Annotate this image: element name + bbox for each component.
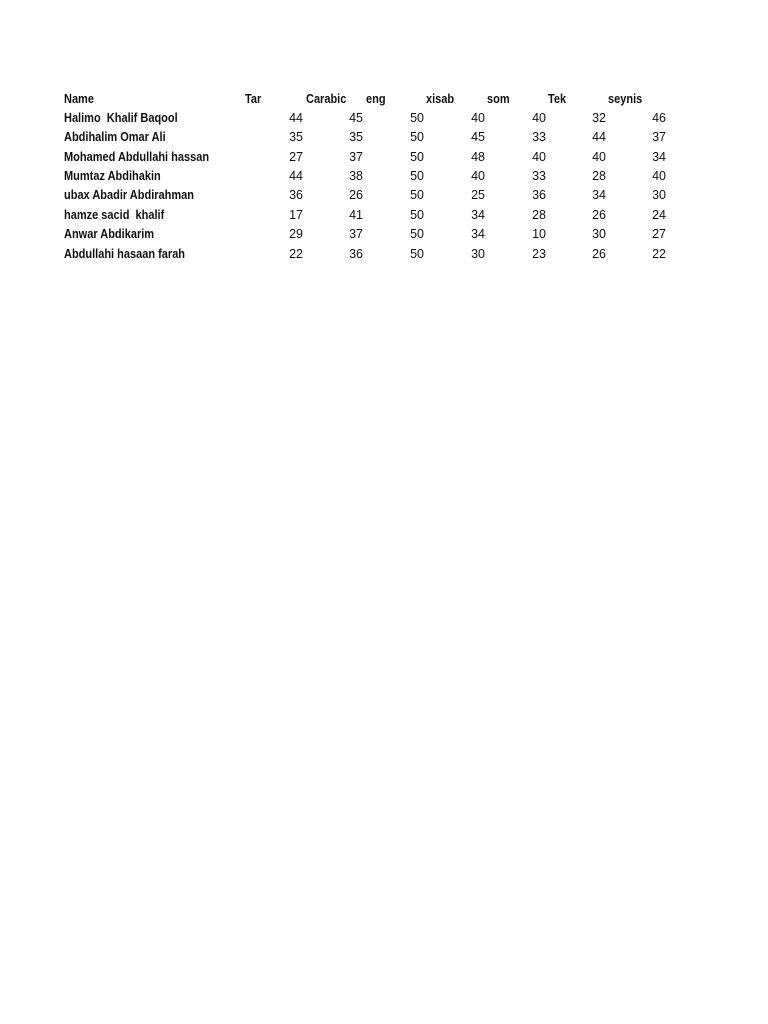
score-seynis: 22 [652,247,666,261]
score-tar: 44 [289,169,303,183]
score-eng: 50 [410,188,424,202]
student-name: ubax Abadir Abdirahman [64,188,194,202]
score-eng: 50 [410,227,424,241]
score-seynis: 30 [652,188,666,202]
score-seynis: 40 [652,169,666,183]
header-som: som [487,92,510,106]
score-seynis: 24 [652,208,666,222]
score-tek: 34 [592,188,606,202]
student-name: Halimo Khalif Baqool [64,111,178,125]
score-carabic: 26 [349,188,363,202]
score-tek: 40 [592,150,606,164]
score-tar: 35 [289,130,303,144]
score-xisab: 45 [471,130,485,144]
score-tek: 44 [592,130,606,144]
score-tek: 28 [592,169,606,183]
header-tek: Tek [548,92,567,106]
score-xisab: 34 [471,227,485,241]
score-eng: 50 [410,247,424,261]
table-row [0,205,768,225]
score-som: 33 [532,130,546,144]
score-som: 33 [532,169,546,183]
score-tar: 36 [289,188,303,202]
score-seynis: 46 [652,111,666,125]
score-carabic: 45 [349,111,363,125]
table-row [0,127,768,147]
header-row [0,89,768,109]
student-name: hamze sacid khalif [64,208,165,222]
student-name: Abdullahi hasaan farah [64,247,186,261]
table-row [0,224,768,244]
score-xisab: 30 [471,247,485,261]
score-seynis: 27 [652,227,666,241]
header-xisab: xisab [426,92,455,106]
score-xisab: 34 [471,208,485,222]
score-som: 40 [532,111,546,125]
score-carabic: 37 [349,150,363,164]
score-som: 28 [532,208,546,222]
score-som: 23 [532,247,546,261]
score-xisab: 40 [471,169,485,183]
score-eng: 50 [410,111,424,125]
score-carabic: 41 [349,208,363,222]
student-name: Mohamed Abdullahi hassan [64,150,210,164]
score-som: 36 [532,188,546,202]
score-carabic: 38 [349,169,363,183]
score-xisab: 48 [471,150,485,164]
header-tar: Tar [245,92,262,106]
score-tar: 22 [289,247,303,261]
score-tek: 26 [592,247,606,261]
score-seynis: 37 [652,130,666,144]
score-eng: 50 [410,150,424,164]
score-carabic: 37 [349,227,363,241]
score-xisab: 25 [471,188,485,202]
score-seynis: 34 [652,150,666,164]
table-row [0,108,768,128]
score-tek: 26 [592,208,606,222]
score-som: 40 [532,150,546,164]
score-tar: 29 [289,227,303,241]
student-name: Abdihalim Omar Ali [64,130,166,144]
header-eng: eng [366,92,386,106]
score-tar: 27 [289,150,303,164]
header-carabic: Carabic [306,92,347,106]
header-name: Name [64,92,94,106]
student-name: Anwar Abdikarim [64,227,155,241]
score-xisab: 40 [471,111,485,125]
score-tar: 17 [289,208,303,222]
score-som: 10 [532,227,546,241]
table-row [0,185,768,205]
student-name: Mumtaz Abdihakin [64,169,161,183]
score-carabic: 36 [349,247,363,261]
score-eng: 50 [410,208,424,222]
score-eng: 50 [410,169,424,183]
table-row [0,147,768,167]
score-tek: 30 [592,227,606,241]
header-seynis: seynis [608,92,643,106]
score-eng: 50 [410,130,424,144]
table-row [0,166,768,186]
score-tar: 44 [289,111,303,125]
table-row [0,244,768,264]
score-tek: 32 [592,111,606,125]
score-carabic: 35 [349,130,363,144]
